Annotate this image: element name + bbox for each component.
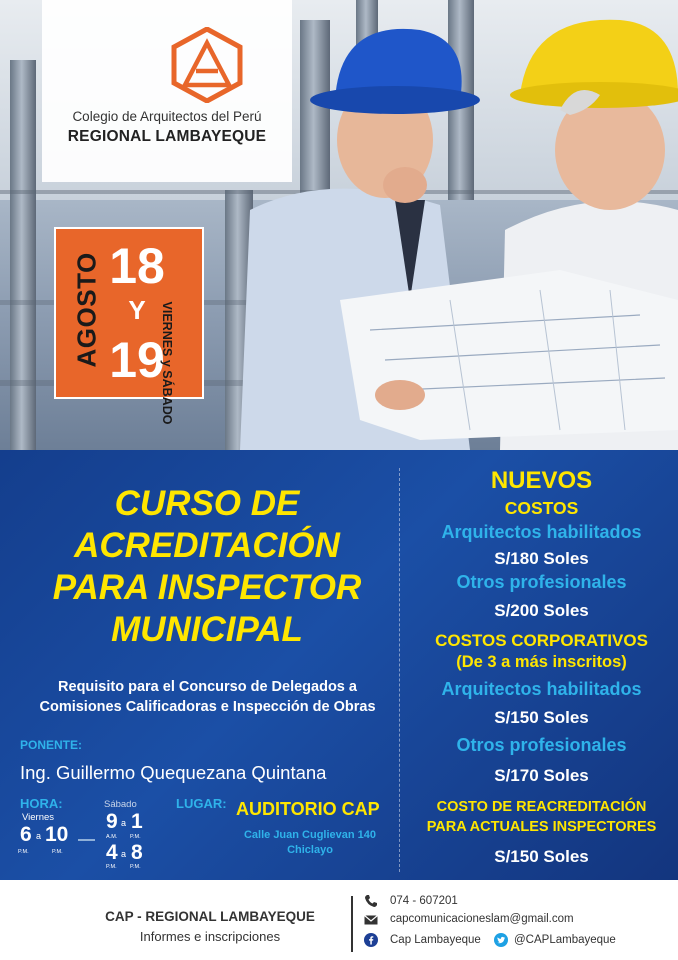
friday-to: 10	[45, 823, 69, 846]
corp-arch-value: S/150 Soles	[494, 708, 589, 727]
date-month: AGOSTO	[71, 252, 102, 368]
schedule-dash	[78, 839, 95, 841]
reaccreditation-price: S/150 Soles	[494, 847, 589, 866]
sat-afternoon-to-unit: P.M.	[130, 864, 141, 870]
venue-address-line: Calle Juan Cuglievan 140	[243, 829, 377, 841]
reaccreditation-line-1: COSTO DE REACREDITACIÓN	[436, 799, 647, 815]
venue-address	[230, 828, 390, 858]
sat-afternoon-sep: a	[121, 849, 127, 859]
course-title	[22, 483, 392, 651]
sat-morning-from: 9	[106, 810, 118, 833]
logo-panel	[42, 0, 292, 182]
speaker-name: Ing. Guillermo Quequezana Quintana	[20, 762, 327, 783]
sat-morning-from-unit: A.M.	[106, 834, 118, 840]
column-divider	[399, 468, 400, 872]
course-requirement	[20, 677, 395, 717]
phone-icon	[364, 894, 378, 908]
venue-label: LUGAR:	[176, 796, 227, 811]
date-connector: Y	[128, 295, 146, 325]
sat-afternoon-from-unit: P.M.	[106, 864, 117, 870]
date-weekdays: VIERNES y SÁBADO	[160, 301, 174, 425]
date-badge	[54, 227, 204, 425]
footer	[0, 880, 678, 960]
corp-arch-label: Arquitectos habilitados	[441, 679, 642, 699]
logo-org-region: REGIONAL LAMBAYEQUE	[67, 128, 267, 145]
price-other-value: S/200 Soles	[494, 601, 589, 620]
footer-subtitle: Informes e inscripciones	[139, 929, 281, 944]
footer-separator	[351, 896, 353, 952]
reaccreditation-line-2: PARA ACTUALES INSPECTORES	[426, 819, 657, 835]
footer-phone[interactable]: 074 - 607201	[390, 895, 458, 907]
price-other-label: Otros profesionales	[456, 572, 627, 592]
email-icon	[364, 913, 378, 927]
friday-from: 6	[20, 823, 32, 846]
requirement-line: Comisiones Calificadoras e Inspección de Obras	[39, 699, 376, 715]
venue-address-line: Chiclayo	[287, 844, 333, 856]
hero-photo	[0, 0, 678, 450]
course-title-line: ACREDITACIÓN	[74, 526, 340, 565]
sat-afternoon-from: 4	[106, 841, 118, 864]
friday-sep: a	[36, 831, 42, 841]
corp-subheading: (De 3 a más inscritos)	[456, 653, 627, 671]
info-panel	[0, 450, 678, 880]
venue-name: AUDITORIO CAP	[236, 799, 380, 819]
corp-other-value: S/170 Soles	[494, 766, 589, 785]
corp-heading: COSTOS CORPORATIVOS	[435, 631, 648, 650]
footer-facebook[interactable]: Cap Lambayeque	[390, 934, 481, 946]
price-arch-label: Arquitectos habilitados	[441, 522, 642, 542]
prices-heading: NUEVOS	[490, 467, 593, 494]
cap-logo-icon	[169, 27, 245, 103]
facebook-icon[interactable]	[364, 933, 378, 947]
corp-other-label: Otros profesionales	[456, 735, 627, 755]
sat-morning-to-unit: P.M.	[130, 834, 141, 840]
footer-org: CAP - REGIONAL LAMBAYEQUE	[105, 909, 315, 924]
logo-org-name: Colegio de Arquitectos del Perú	[72, 109, 262, 124]
friday-to-unit: P.M.	[52, 849, 63, 855]
schedule-label: HORA:	[20, 796, 63, 811]
speaker-label: PONENTE:	[20, 738, 83, 752]
saturday-label: Sábado	[104, 799, 137, 810]
sat-afternoon-to: 8	[131, 841, 143, 864]
sat-morning-sep: a	[121, 818, 127, 828]
date-day-2: 19	[109, 332, 165, 388]
course-title-line: CURSO DE	[114, 484, 300, 523]
date-day-1: 18	[109, 238, 165, 294]
course-title-line: PARA INSPECTOR	[52, 568, 362, 607]
footer-twitter[interactable]: @CAPLambayeque	[514, 934, 616, 946]
sat-morning-to: 1	[131, 810, 143, 833]
twitter-icon[interactable]	[494, 933, 508, 947]
prices-subheading: COSTOS	[504, 498, 579, 518]
price-arch-value: S/180 Soles	[494, 549, 589, 568]
requirement-line: Requisito para el Concurso de Delegados a	[58, 679, 357, 695]
friday-from-unit: P.M.	[18, 849, 29, 855]
footer-email[interactable]: capcomunicacioneslam@gmail.com	[390, 913, 574, 925]
friday-label: Viernes	[22, 812, 55, 823]
course-title-line: MUNICIPAL	[111, 610, 303, 649]
